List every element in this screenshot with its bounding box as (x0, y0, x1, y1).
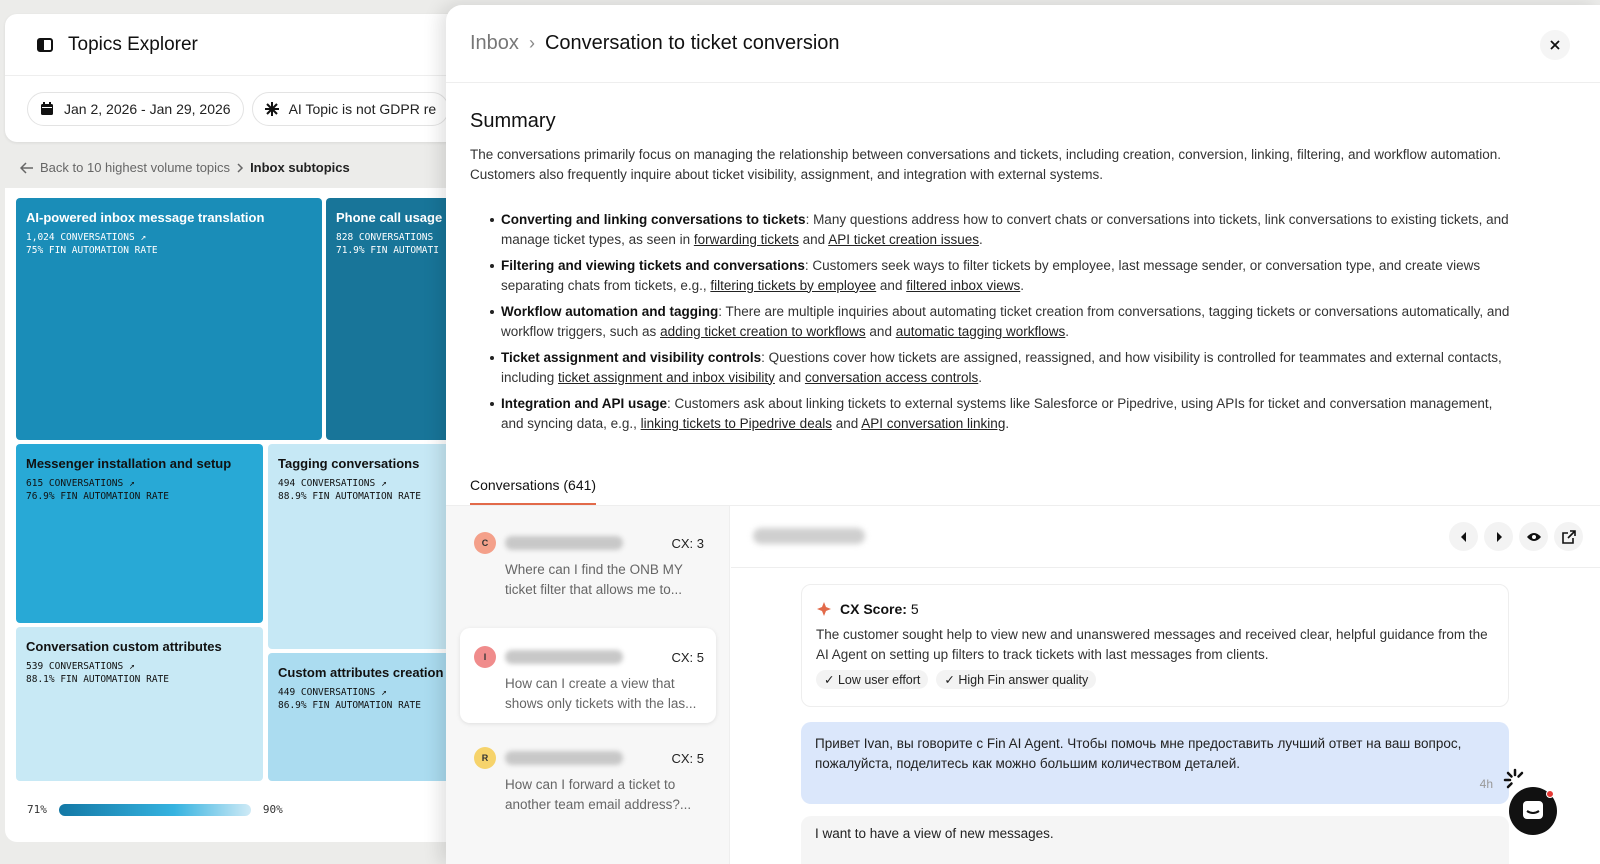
conversation-preview: How can I forward a ticket to another team email address?... (505, 777, 692, 812)
automation-rate-legend (27, 803, 283, 816)
tile-title: AI-powered inbox message translation (26, 210, 265, 225)
panel-header (446, 5, 1600, 83)
legend-min: 71% (27, 803, 47, 816)
cx-score: CX: 5 (671, 750, 704, 766)
bullet-heading: Filtering and viewing tickets and conversations (501, 258, 805, 273)
tile-rate: 71.9% FIN AUTOMATI (336, 245, 439, 256)
legend-gradient (59, 804, 251, 816)
detail-actions (1449, 522, 1583, 551)
arrow-left-icon[interactable] (20, 162, 34, 174)
tile-title: Conversation custom attributes (26, 639, 222, 654)
summary-link[interactable]: API ticket creation issues (828, 231, 980, 247)
back-link[interactable]: Back to 10 highest volume topics (40, 160, 231, 175)
cx-score-label: CX Score: (840, 601, 907, 617)
summary-text: The conversations primarily focus on managing the relationship between conversations and tickets, including creation, conversion, linking, filtering, and workflow automation. Customers also frequently inquire about ticket visibility, assignment, and integration with external systems. (470, 147, 1502, 182)
bullet-text: and (876, 277, 907, 293)
summary-bullet (476, 256, 1510, 295)
breadcrumb-current: Inbox subtopics (250, 160, 350, 175)
ai-topic-filter[interactable] (252, 92, 450, 126)
summary-link[interactable]: linking tickets to Pipedrive deals (640, 415, 832, 431)
bullet-text: . (979, 231, 983, 247)
tile-conversations: 615 CONVERSATIONS (26, 478, 124, 489)
tile-conversations: 539 CONVERSATIONS (26, 661, 124, 672)
sparkle-icon (816, 601, 832, 617)
tile-title: Messenger installation and setup (26, 456, 232, 471)
redacted-customer-name (753, 528, 865, 544)
bullet-text: and (798, 231, 829, 247)
agent-message (801, 722, 1509, 804)
chevron-right-icon: › (528, 33, 535, 53)
summary-bullets (470, 210, 1510, 433)
next-button[interactable] (1484, 522, 1513, 551)
conversation-item[interactable] (460, 514, 716, 609)
tile-title: Tagging conversations (278, 456, 420, 471)
legend-max: 90% (262, 803, 283, 816)
cx-score-description: The customer sought help to view new and unanswered messages and received clear, helpful guidance from the AI Agent on setting up filters to track tickets with last messages from clients. (816, 627, 1488, 662)
cx-score: CX: 5 (671, 649, 704, 665)
bullet-text: and (831, 415, 862, 431)
calendar-icon (40, 102, 54, 116)
treemap-tile[interactable]: AI-powered inbox message translation 1,024 CONVERSATIONS ↗ 75% FIN AUTOMATION RATE (16, 198, 322, 440)
summary-bullet (476, 394, 1510, 433)
summary-link[interactable]: filtering tickets by employee (710, 277, 877, 293)
ai-sparkle-icon (265, 102, 279, 116)
tile-title: Phone call usage (336, 210, 443, 225)
bullet-heading: Integration and API usage (501, 396, 668, 411)
avatar: C (474, 532, 496, 554)
redacted-name (505, 751, 623, 765)
chevron-left-icon (1460, 532, 1468, 542)
summary-link[interactable]: adding ticket creation to workflows (660, 323, 866, 339)
breadcrumb (20, 160, 350, 175)
conversation-detail-header (731, 506, 1600, 568)
avatar: I (474, 646, 496, 668)
message-timestamp: 4h (1479, 776, 1493, 791)
bullet-text: : Customers seek ways to filter tickets by employee, last message sender, or conversation type, and create views separating chats from tickets, e.g., (501, 258, 1481, 293)
breadcrumb-inbox[interactable]: Inbox (470, 32, 519, 54)
summary-bullet (476, 348, 1510, 387)
bullet-text: : Many questions address how to convert chats or conversations into tickets, link conversations to existing tickets, and manage ticket types, as seen in (501, 212, 1509, 247)
conversation-list (446, 506, 730, 864)
panel-title: Conversation to ticket conversion (544, 32, 840, 54)
filter-bar (27, 92, 449, 126)
topics-treemap (5, 188, 465, 842)
tile-conversations: 449 CONVERSATIONS (278, 687, 376, 698)
summary-link[interactable]: automatic tagging workflows (895, 323, 1066, 339)
agent-message-text: Привет Ivan, вы говорите с Fin AI Agent. Чтобы помочь мне предоставить лучший ответ на ваш вопрос, пожалуйста, поделитесь как можно большим количеством деталей. (815, 736, 1462, 771)
messenger-launcher-button[interactable] (1509, 787, 1557, 835)
tile-conversations: 828 CONVERSATIONS (336, 232, 434, 243)
chevron-right-icon (1495, 532, 1503, 542)
sidebar-toggle-icon[interactable] (36, 36, 54, 54)
summary-bullet (476, 210, 1510, 249)
chat-icon (1521, 799, 1545, 823)
cx-score: CX: 3 (671, 535, 704, 551)
redacted-name (505, 650, 623, 664)
summary-section (470, 110, 1510, 440)
tile-rate: 88.1% FIN AUTOMATION RATE (26, 674, 169, 685)
cx-score-title (816, 601, 1494, 617)
conversation-preview: How can I create a view that shows only tickets with the las... (505, 676, 697, 711)
tag-high-answer-quality: ✓ High Fin answer quality (936, 670, 1096, 689)
bullet-text: . (978, 369, 983, 385)
treemap-tile[interactable]: Custom attributes creation 449 CONVERSATIONS ↗ 86.9% FIN AUTOMATION RATE (268, 653, 476, 781)
topic-detail-panel (446, 5, 1600, 864)
open-external-button[interactable] (1554, 522, 1583, 551)
bullet-text: : There are multiple inquiries about automating ticket creation from conversations, tagging tickets or conversations automatically, and workflow triggers, such as (501, 304, 1510, 339)
summary-link[interactable]: forwarding tickets (693, 231, 799, 247)
bullet-text: . (1020, 277, 1025, 293)
date-range-label: Jan 2, 2026 - Jan 29, 2026 (64, 101, 231, 117)
tile-rate: 86.9% FIN AUTOMATION RATE (278, 700, 421, 711)
tile-conversations: 494 CONVERSATIONS (278, 478, 376, 489)
bullet-text: and (865, 323, 896, 339)
topics-explorer-header (5, 14, 465, 142)
bullet-text: . (1065, 323, 1070, 339)
summary-link[interactable]: filtered inbox views (906, 277, 1021, 293)
ai-topic-filter-label: AI Topic is not GDPR re (288, 101, 437, 117)
conversation-detail (731, 506, 1600, 864)
bullet-text: and (774, 369, 805, 385)
tile-title: Custom attributes creation (278, 665, 444, 680)
treemap-tile[interactable]: Conversation custom attributes 539 CONVERSATIONS ↗ 88.1% FIN AUTOMATION RATE (16, 627, 263, 781)
bullet-heading: Ticket assignment and visibility controls (501, 350, 762, 365)
close-icon (1549, 39, 1561, 51)
cx-score-value: 5 (910, 601, 919, 617)
date-range-filter[interactable] (27, 92, 244, 126)
tile-rate: 88.9% FIN AUTOMATION RATE (278, 491, 421, 502)
bullet-heading: Converting and linking conversations to tickets (501, 212, 806, 227)
bullet-heading: Workflow automation and tagging (501, 304, 719, 319)
close-button[interactable] (1540, 30, 1570, 60)
redacted-name (505, 536, 623, 550)
notification-dot (1546, 790, 1554, 798)
summary-bullet (476, 302, 1510, 341)
view-button[interactable] (1519, 522, 1548, 551)
eye-icon (1526, 532, 1542, 542)
customer-message: I want to have a view of new messages. (801, 816, 1509, 864)
tile-rate: 76.9% FIN AUTOMATION RATE (26, 491, 169, 502)
bullet-text: : Customers ask about linking tickets to external systems like Salesforce or Pipedrive, using APIs for ticket and conversation management, and syncing data, e.g., (501, 396, 1493, 431)
conversation-item[interactable] (460, 628, 716, 723)
conversation-item[interactable] (460, 729, 716, 824)
tab-conversations[interactable]: Conversations (641) (470, 475, 596, 505)
treemap-tile[interactable]: Messenger installation and setup 615 CONVERSATIONS ↗ 76.9% FIN AUTOMATION RATE (16, 444, 263, 623)
summary-heading: Summary (470, 110, 556, 132)
tag-low-user-effort: ✓ Low user effort (816, 670, 928, 689)
treemap-tile[interactable]: Tagging conversations 494 CONVERSATIONS ↗ 88.9% FIN AUTOMATION RATE (268, 444, 476, 649)
bullet-text: . (1005, 415, 1010, 431)
tile-conversations: 1,024 CONVERSATIONS (26, 232, 135, 243)
bullet-text: : Questions cover how tickets are assigned, reassigned, and how visibility is controlled for teammates and external contacts, including (501, 350, 1502, 385)
topics-header-bar (5, 14, 465, 76)
chevron-right-icon (235, 163, 245, 173)
summary-link[interactable]: API conversation linking (861, 415, 1006, 431)
page-title: Topics Explorer (68, 33, 198, 55)
cx-tags (816, 670, 1494, 689)
summary-link[interactable]: ticket assignment and inbox visibility (558, 369, 775, 385)
cx-score-card (801, 584, 1509, 707)
avatar: R (474, 747, 496, 769)
previous-button[interactable] (1449, 522, 1478, 551)
tile-rate: 75% FIN AUTOMATION RATE (26, 245, 158, 256)
external-link-icon (1562, 530, 1576, 544)
summary-link[interactable]: conversation access controls (804, 369, 979, 385)
conversation-preview: Where can I find the ONB MY ticket filter that allows me to... (505, 562, 683, 597)
